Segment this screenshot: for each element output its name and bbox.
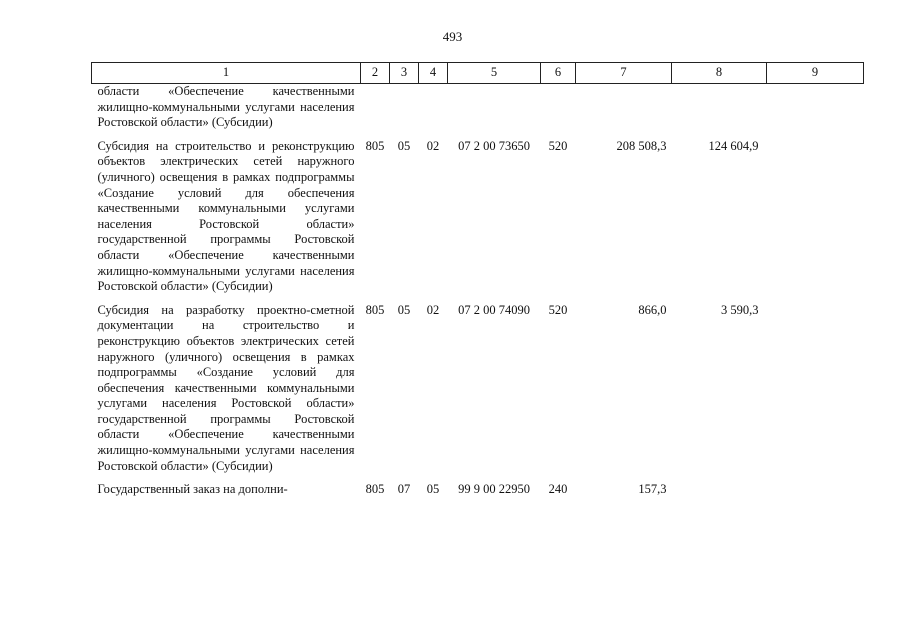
cell-target-article: 07 2 00 74090 bbox=[458, 302, 530, 317]
cell-ministry-code: 805 bbox=[365, 482, 385, 497]
cell-expense-type bbox=[541, 84, 576, 139]
column-header-6: 6 bbox=[541, 63, 576, 84]
cell-ministry-code bbox=[361, 84, 390, 139]
cell-expense-type: 520 bbox=[548, 138, 568, 153]
column-header-2: 2 bbox=[361, 63, 390, 84]
column-header-8: 8 bbox=[672, 63, 767, 84]
cell-subsection: 02 bbox=[426, 138, 440, 153]
row-description: Субсидия на строительство и реконструкцию объектов электрических сетей наружного (уличного) освещения в рамках подпрограммы «Создание условий для обеспечения качественными коммунальными услугами населения Ростовской области» государственной программы Ростовской области «Обеспечение качественными жилищно-коммунальными услугами населения Ростовской области» (Субсидии) bbox=[97, 138, 355, 294]
cell-amount-1 bbox=[576, 84, 672, 139]
cell-ministry-code: 805 bbox=[365, 138, 385, 153]
cell-subsection bbox=[419, 84, 448, 139]
cell-subsection: 05 bbox=[426, 482, 440, 497]
column-header-4: 4 bbox=[419, 63, 448, 84]
cell-target-article bbox=[448, 84, 541, 139]
cell-amount-3 bbox=[767, 303, 864, 483]
row-description: Государственный заказ на дополни- bbox=[97, 482, 288, 497]
table-header-row bbox=[92, 63, 864, 84]
cell-amount-1: 208 508,3 bbox=[616, 138, 667, 153]
cell-section: 05 bbox=[397, 138, 411, 153]
column-header-5: 5 bbox=[448, 63, 541, 84]
cell-expense-type: 520 bbox=[548, 302, 568, 317]
cell-section bbox=[390, 84, 419, 139]
cell-amount-2: 3 590,3 bbox=[721, 302, 759, 317]
cell-target-article: 07 2 00 73650 bbox=[458, 138, 530, 153]
table-row bbox=[92, 303, 864, 483]
budget-table bbox=[91, 62, 864, 506]
cell-subsection: 02 bbox=[426, 302, 440, 317]
cell-amount-3 bbox=[767, 139, 864, 303]
cell-target-article: 99 9 00 22950 bbox=[458, 482, 530, 497]
column-header-3: 3 bbox=[390, 63, 419, 84]
cell-ministry-code: 805 bbox=[365, 302, 385, 317]
row-description: Субсидия на разработку проектно-сметной документации на строительство и реконструкцию объектов электрических сетей наружного (уличного) освещения в рамках подпрограммы «Создание условий для обеспечения качественными коммунальными услугами населения Ростовской области» государственной программы Ростовской области «Обеспечение качественными жилищно-коммунальными услугами населения Ростовской области» (Субсидии) bbox=[97, 302, 355, 473]
cell-amount-1: 866,0 bbox=[638, 302, 667, 317]
column-header-1: 1 bbox=[92, 63, 361, 84]
row-description: области «Обеспечение качественными жилищно-коммунальными услугами населения Ростовской области» (Субсидии) bbox=[97, 84, 355, 130]
cell-amount-3 bbox=[767, 84, 864, 139]
cell-expense-type: 240 bbox=[548, 482, 568, 497]
table-row bbox=[92, 139, 864, 303]
column-header-9: 9 bbox=[767, 63, 864, 84]
table-row bbox=[92, 84, 864, 139]
cell-amount-1: 157,3 bbox=[638, 482, 667, 497]
page-number: 493 bbox=[442, 29, 463, 44]
column-header-7: 7 bbox=[576, 63, 672, 84]
cell-amount-2 bbox=[672, 84, 767, 139]
cell-amount-2 bbox=[672, 482, 767, 506]
cell-section: 07 bbox=[397, 482, 411, 497]
cell-amount-3 bbox=[767, 482, 864, 506]
cell-amount-2: 124 604,9 bbox=[708, 138, 759, 153]
table-row bbox=[92, 482, 864, 506]
cell-section: 05 bbox=[397, 302, 411, 317]
